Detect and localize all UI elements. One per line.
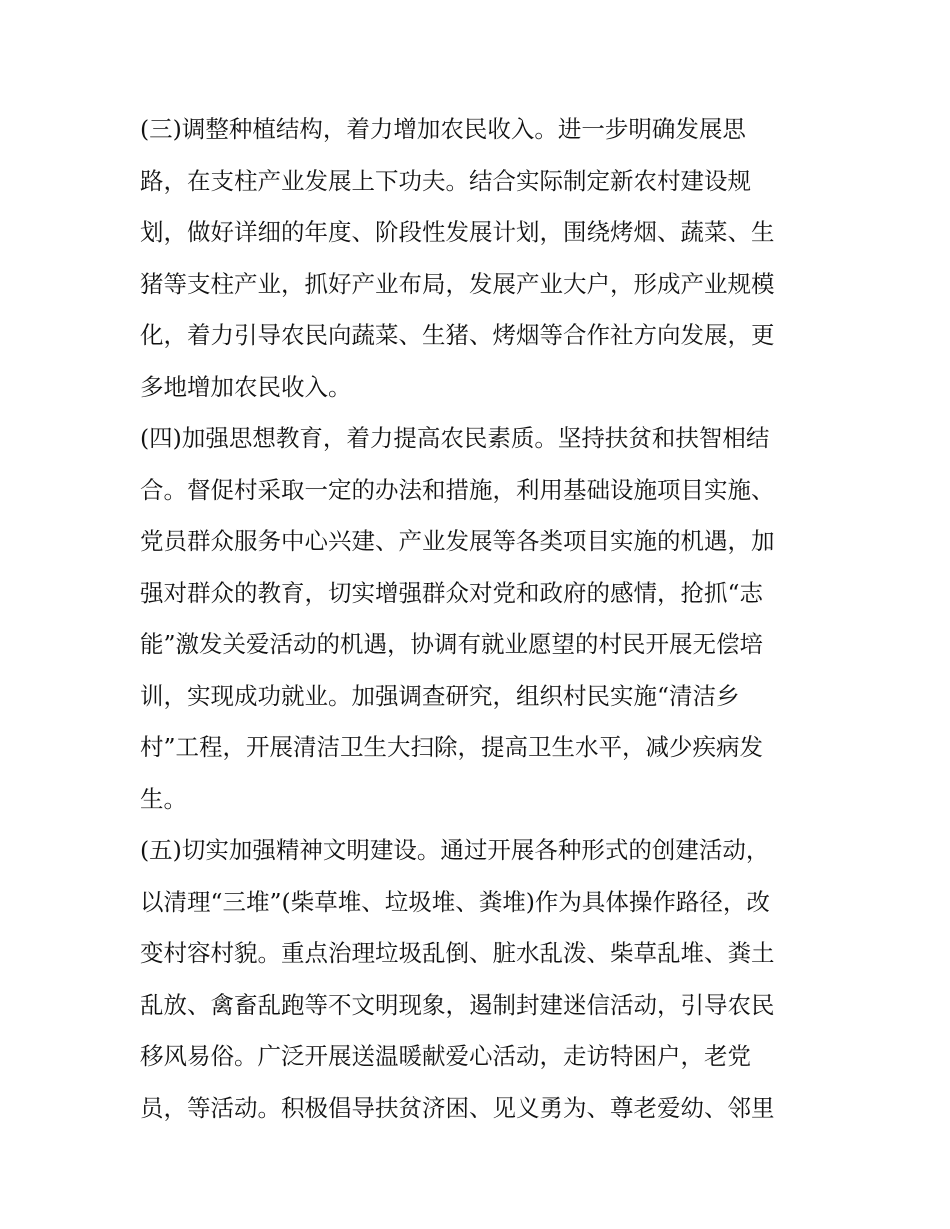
body-text <box>140 104 820 1134</box>
text-line: 路，在支柱产业发展上下功夫。结合实际制定新农村建设规 <box>140 166 751 195</box>
text-line: 员，等活动。积极倡导扶贫济困、见义勇为、尊老爱幼、邻里 <box>140 1093 775 1122</box>
text-line: 移风易俗。广泛开展送温暖献爱心活动，走访特困户，老党 <box>140 1042 751 1070</box>
text-line: 生。 <box>140 784 187 813</box>
text-line: 合。督促村采取一定的办法和措施，利用基础设施项目实施、 <box>140 475 775 504</box>
text-line: 强对群众的教育，切实增强群众对党和政府的感情，抢抓“志 <box>140 578 764 607</box>
text-line: 多地增加农民收入。 <box>140 372 352 401</box>
text-line: 村”工程，开展清洁卫生大扫除，提高卫生水平，减少疾病发 <box>140 733 764 761</box>
text-line: 猪等支柱产业，抓好产业布局，发展产业大户，形成产业规模 <box>140 269 775 298</box>
text-line: 训，实现成功就业。加强调查研究，组织村民实施“清洁乡 <box>140 681 740 710</box>
text-line: (三)调整种植结构，着力增加农民收入。进一步明确发展思 <box>140 115 746 143</box>
text-line: 乱放、禽畜乱跑等不文明现象，遏制封建迷信活动，引导农民 <box>140 990 775 1019</box>
text-line: 以清理“三堆”(柴草堆、垃圾堆、粪堆)作为具体操作路径，改 <box>140 887 770 916</box>
text-line: 划，做好详细的年度、阶段性发展计划，围绕烤烟、蔬菜、生 <box>140 218 775 246</box>
text-line: 变村容村貌。重点治理垃圾乱倒、脏水乱泼、柴草乱堆、粪土 <box>140 939 775 967</box>
text-line: (五)切实加强精神文明建设。通过开展各种形式的创建活动， <box>140 836 770 864</box>
text-line: 化，着力引导农民向蔬菜、生猪、烤烟等合作社方向发展，更 <box>140 321 775 349</box>
text-line: (四)加强思想教育，着力提高农民素质。坚持扶贫和扶智相结 <box>140 424 770 452</box>
text-line: 党员群众服务中心兴建、产业发展等各类项目实施的机遇，加 <box>140 527 775 555</box>
text-line: 能”激发关爱活动的机遇，协调有就业愿望的村民开展无偿培 <box>140 630 764 658</box>
